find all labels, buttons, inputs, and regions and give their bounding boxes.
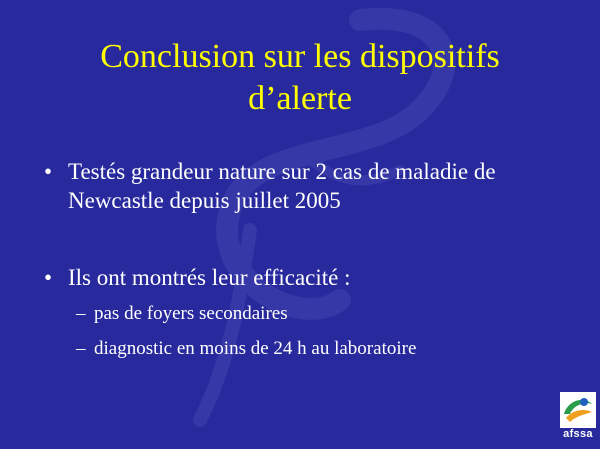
bullet-text (68, 263, 588, 292)
bullet-text-line-1: Testés grandeur nature sur 2 cas de maladie de (68, 159, 496, 184)
slide-title-line-2: d’alerte (248, 80, 352, 117)
sub-item-text: pas de foyers secondaires (94, 303, 288, 324)
afssa-logo-mark-icon (560, 392, 596, 428)
sub-item-dash: – (76, 338, 86, 359)
bullet-item-2 (44, 263, 584, 293)
bullet-dot: • (44, 265, 53, 290)
sub-item-1 (76, 302, 556, 326)
bullet-text-line-2: Newcastle depuis juillet 2005 (68, 188, 341, 213)
bullet-text-line-1: Ils ont montrés leur efficacité : (68, 265, 351, 290)
bullet-text (68, 157, 588, 215)
sub-item-2 (76, 337, 556, 361)
slide-title-line-1: Conclusion sur les dispositifs (100, 38, 500, 75)
sub-item-dash: – (76, 303, 86, 324)
bullet-item-1 (44, 157, 584, 217)
bullet-dot: • (44, 159, 53, 184)
slide-title (40, 36, 560, 120)
sub-item-text: diagnostic en moins de 24 h au laboratoire (94, 338, 417, 359)
afssa-logo-text: afssa (563, 428, 593, 440)
afssa-logo (560, 392, 596, 447)
